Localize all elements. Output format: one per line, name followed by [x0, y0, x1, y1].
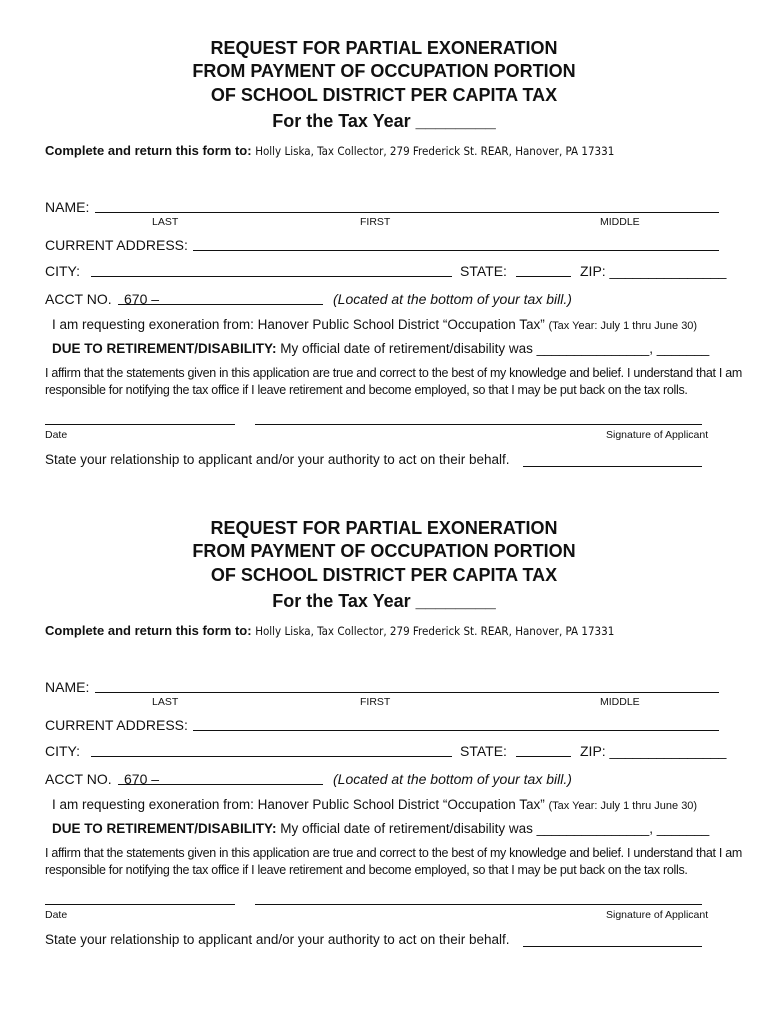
form-title-line-2: FROM PAYMENT OF OCCUPATION PORTION	[192, 61, 576, 81]
tax-year-note: (Tax Year: July 1 thru June 30)	[548, 320, 698, 332]
relationship-label: State your relationship to applicant and/or your authority to act on their behalf.	[45, 932, 510, 947]
acct-prefix: 670 –	[124, 771, 160, 787]
city-field[interactable]	[91, 276, 452, 277]
signature-label: Signature of Applicant	[606, 909, 709, 921]
retirement-date-field[interactable]: My official date of retirement/disability was _______________, _______	[280, 341, 710, 356]
city-label: CITY:	[45, 263, 81, 279]
form-title-line-1: REQUEST FOR PARTIAL EXONERATION	[210, 38, 558, 58]
request-statement	[52, 797, 697, 812]
form-title-line-1: REQUEST FOR PARTIAL EXONERATION	[210, 518, 558, 538]
name-label: NAME:	[45, 199, 90, 215]
request-statement	[52, 317, 697, 332]
acct-field[interactable]	[118, 784, 323, 785]
date-label: Date	[45, 909, 68, 921]
retirement-statement	[52, 341, 709, 356]
state-label: STATE:	[460, 263, 507, 279]
date-field[interactable]	[45, 904, 235, 905]
state-field[interactable]	[516, 756, 571, 757]
name-part-middle: MIDDLE	[600, 216, 640, 228]
relationship-label: State your relationship to applicant and/or your authority to act on their behalf.	[45, 452, 510, 467]
date-field[interactable]	[45, 424, 235, 425]
address-field[interactable]	[193, 250, 719, 251]
form-title-line-2: FROM PAYMENT OF OCCUPATION PORTION	[192, 541, 576, 561]
name-label: NAME:	[45, 679, 90, 695]
tax-year-title: For the Tax Year ________	[272, 111, 496, 131]
return-instructions	[45, 623, 614, 638]
retirement-label: DUE TO RETIREMENT/DISABILITY:	[52, 341, 277, 356]
signature-field[interactable]	[255, 424, 702, 425]
form-title-line-3: OF SCHOOL DISTRICT PER CAPITA TAX	[210, 565, 558, 585]
state-field[interactable]	[516, 276, 571, 277]
signature-label: Signature of Applicant	[606, 429, 709, 441]
acct-label: ACCT NO.	[45, 771, 112, 787]
request-text: I am requesting exoneration from: Hanover Public School District “Occupation Tax”	[52, 317, 545, 332]
zip-field[interactable]: ZIP: _______________	[580, 743, 727, 759]
relationship-field[interactable]	[523, 946, 702, 947]
address-label: CURRENT ADDRESS:	[45, 717, 188, 733]
exoneration-form-1	[0, 0, 770, 480]
address-field[interactable]	[193, 730, 719, 731]
city-label: CITY:	[45, 743, 81, 759]
name-part-middle: MIDDLE	[600, 696, 640, 708]
return-instructions	[45, 143, 614, 158]
name-part-first: FIRST	[360, 216, 391, 228]
tax-year-note: (Tax Year: July 1 thru June 30)	[548, 800, 698, 812]
acct-note: (Located at the bottom of your tax bill.)	[333, 291, 572, 307]
acct-note: (Located at the bottom of your tax bill.)	[333, 771, 572, 787]
affirmation-line-1: I affirm that the statements given in this application are true and correct to the best of my knowledge and belief. I understand that I am	[45, 846, 742, 860]
retirement-date-field[interactable]: My official date of retirement/disability was _______________, _______	[280, 821, 710, 836]
affirmation-line-2: responsible for notifying the tax office if I leave retirement and become employed, so that I may be put back on the tax rolls.	[45, 383, 688, 397]
signature-field[interactable]	[255, 904, 702, 905]
retirement-statement	[52, 821, 709, 836]
name-part-first: FIRST	[360, 696, 391, 708]
acct-label: ACCT NO.	[45, 291, 112, 307]
acct-field[interactable]	[118, 304, 323, 305]
name-field[interactable]	[95, 692, 719, 693]
return-address: Holly Liska, Tax Collector, 279 Frederick St. REAR, Hanover, PA 17331	[255, 144, 615, 158]
name-part-last: LAST	[152, 216, 179, 228]
date-label: Date	[45, 429, 68, 441]
name-part-last: LAST	[152, 696, 179, 708]
address-label: CURRENT ADDRESS:	[45, 237, 188, 253]
return-label: Complete and return this form to:	[45, 623, 252, 638]
zip-field[interactable]: ZIP: _______________	[580, 263, 727, 279]
affirmation-line-1: I affirm that the statements given in this application are true and correct to the best of my knowledge and belief. I understand that I am	[45, 366, 742, 380]
tax-year-title: For the Tax Year ________	[272, 591, 496, 611]
request-text: I am requesting exoneration from: Hanover Public School District “Occupation Tax”	[52, 797, 545, 812]
form-title-line-3: OF SCHOOL DISTRICT PER CAPITA TAX	[210, 85, 558, 105]
relationship-field[interactable]	[523, 466, 702, 467]
city-field[interactable]	[91, 756, 452, 757]
name-field[interactable]	[95, 212, 719, 213]
acct-prefix: 670 –	[124, 291, 160, 307]
affirmation-line-2: responsible for notifying the tax office if I leave retirement and become employed, so that I may be put back on the tax rolls.	[45, 863, 688, 877]
retirement-label: DUE TO RETIREMENT/DISABILITY:	[52, 821, 277, 836]
state-label: STATE:	[460, 743, 507, 759]
return-label: Complete and return this form to:	[45, 143, 252, 158]
return-address: Holly Liska, Tax Collector, 279 Frederick St. REAR, Hanover, PA 17331	[255, 624, 615, 638]
exoneration-form-2	[0, 480, 770, 960]
